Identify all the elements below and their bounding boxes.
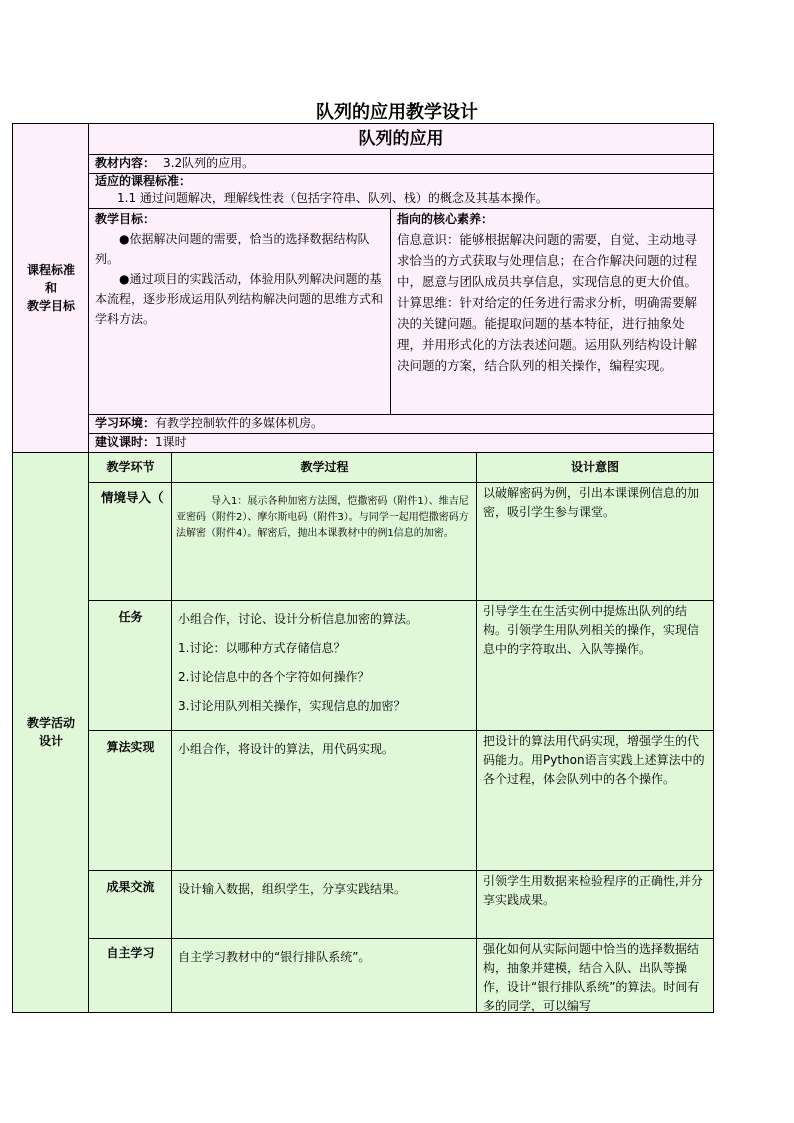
document-title: 队列的应用教学设计: [316, 102, 478, 123]
row3-stage-label: 算法实现: [106, 740, 155, 754]
material-label: 教材内容：: [95, 156, 156, 170]
row1-intent: [477, 482, 713, 600]
row4-process-text: 设计输入数据，组织学生，分享实践结果。: [178, 882, 407, 896]
row2-process-text: 1.讨论：以哪种方式存储信息？: [178, 641, 346, 655]
divider: [89, 870, 713, 871]
objectives-cell: [89, 208, 391, 414]
divider: [390, 208, 391, 414]
divider: [171, 452, 172, 1012]
environment-cell: [89, 414, 713, 433]
hours-label: 建议课时：: [95, 435, 156, 449]
section1-label-line2: 和: [44, 281, 57, 295]
row2-process-text: 小组合作，讨论、设计分析信息加密的算法。: [178, 612, 419, 626]
row1-process-text: 导入1：展示各种加密方法图，恺撒密码（附件1）、维吉尼亚密码（附件2）、摩尔斯电码（附件3）。与同学一起用恺撒密码方法解密（附件4）。解密后，抛出本课教材中的例1信息的加密。: [176, 496, 469, 539]
literacy-paragraph: 信息意识：能够根据解决问题的需要，自觉、主动地寻求恰当的方式获取与处理信息；在合作解决问题的过程中，愿意与团队成员共享信息，实现信息的更大价值。: [397, 232, 698, 289]
header-intent-label: 设计意图: [570, 460, 619, 474]
row1-intent-text: 以破解密码为例，引出本课课例信息的加密，吸引学生参与课堂。: [483, 486, 700, 519]
header-process-label: 教学过程: [300, 460, 349, 474]
divider: [89, 173, 713, 174]
objective-item: ●通过项目的实践活动，体验用队列解决问题的基本流程，逐步形成运用队列结构解决问题的思维方式和学科方法。: [95, 272, 384, 326]
lesson-title: 队列的应用: [358, 129, 444, 149]
section1-label-cell: [13, 124, 89, 452]
row4-intent: [477, 870, 713, 938]
divider: [89, 208, 713, 209]
material-cell: [89, 154, 713, 173]
row2-stage: [89, 600, 172, 730]
row5-process: [172, 938, 477, 1012]
table-border-right: [713, 123, 714, 1013]
header-intent: [477, 452, 713, 482]
row5-stage-label: 自主学习: [106, 946, 155, 960]
environment-value: 有教学控制软件的多媒体机房。: [155, 416, 324, 430]
standard-value: 1.1 通过问题解决，理解线性表（包括字符串、队列、栈）的概念及其基本操作。: [117, 191, 548, 205]
objectives-label: 教学目标：: [95, 212, 156, 226]
standard-cell: [89, 173, 713, 208]
row2-intent-text: 引导学生在生活实例中提炼出队列的结构。引领学生用队列相关的操作，实现信息中的字符取出、入队等操作。: [483, 604, 700, 656]
section2-label-line2: 设计: [38, 734, 63, 748]
divider: [89, 730, 713, 731]
hours-value: 1课时: [155, 435, 187, 449]
row5-intent-text: 强化如何从实际问题中恰当的选择数据结构，抽象并建模，结合入队、出队等操作，设计“银行排队系统”的算法。时间有多的同学，可以编写: [483, 942, 700, 1012]
table-border-left: [12, 123, 13, 1013]
section1-label-line3: 教学目标: [26, 299, 75, 313]
row2-process-text: 2.讨论信息中的各个字符如何操作？: [178, 670, 370, 684]
divider: [89, 600, 713, 601]
section1-label-line1: 课程标准: [26, 263, 75, 277]
divider: [89, 938, 713, 939]
row4-intent-text: 引领学生用数据来检验程序的正确性,并分享实践成果。: [483, 874, 703, 907]
row5-intent: [477, 938, 713, 1012]
hours-cell: [89, 433, 713, 452]
divider: [476, 452, 477, 1012]
row1-stage: [89, 482, 172, 600]
environment-label: 学习环境：: [95, 416, 156, 430]
row2-intent: [477, 600, 713, 730]
row2-stage-label: 任务: [118, 610, 143, 624]
divider: [89, 433, 713, 434]
divider: [89, 414, 713, 415]
section2-label-line1: 教学活动: [26, 716, 75, 730]
standard-label: 适应的课程标准：: [95, 174, 192, 188]
literacy-cell: [391, 208, 713, 414]
divider: [89, 154, 713, 155]
row2-process: [172, 600, 477, 730]
header-process: [172, 452, 477, 482]
lesson-title-cell: [89, 124, 713, 154]
row3-process: [172, 730, 477, 870]
row5-process-text: 自主学习教材中的“银行排队系统”。: [178, 950, 371, 964]
material-value: 3.2队列的应用。: [163, 156, 255, 170]
table-border-bottom: [12, 1012, 714, 1013]
row4-stage: [89, 870, 172, 938]
divider: [89, 482, 713, 483]
literacy-paragraph: 计算思维：针对给定的任务进行需求分析，明确需要解决的关键问题。能提取问题的基本特征，进行抽象处理，并用形式化的方法表述问题。运用队列结构设计解决问题的方案，结合队列的相关操作，编程实现。: [397, 295, 698, 373]
row3-intent: [477, 730, 713, 870]
section2-label-cell: [13, 452, 89, 1012]
header-stage: [89, 452, 172, 482]
row4-stage-label: 成果交流: [106, 880, 155, 894]
row3-intent-text: 把设计的算法用代码实现，增强学生的代码能力。用Python语言实践上述算法中的各个过程，体会队列中的各个操作。: [483, 734, 705, 786]
divider: [12, 452, 714, 453]
row1-process: [172, 482, 477, 600]
divider: [88, 123, 89, 1013]
row5-stage: [89, 938, 172, 1012]
row4-process: [172, 870, 477, 938]
row3-process-text: 小组合作，将设计的算法，用代码实现。: [178, 742, 395, 756]
row1-stage-label: 情境导入（: [101, 490, 164, 505]
table-border-top: [12, 123, 714, 124]
row3-stage: [89, 730, 172, 870]
header-stage-label: 教学环节: [106, 460, 155, 474]
literacy-label: 指向的核心素养：: [397, 212, 494, 226]
row2-process-text: 3.讨论用队列相关操作，实现信息的加密？: [178, 699, 406, 713]
objective-item: ●依据解决问题的需要，恰当的选择数据结构队列。: [95, 232, 370, 266]
